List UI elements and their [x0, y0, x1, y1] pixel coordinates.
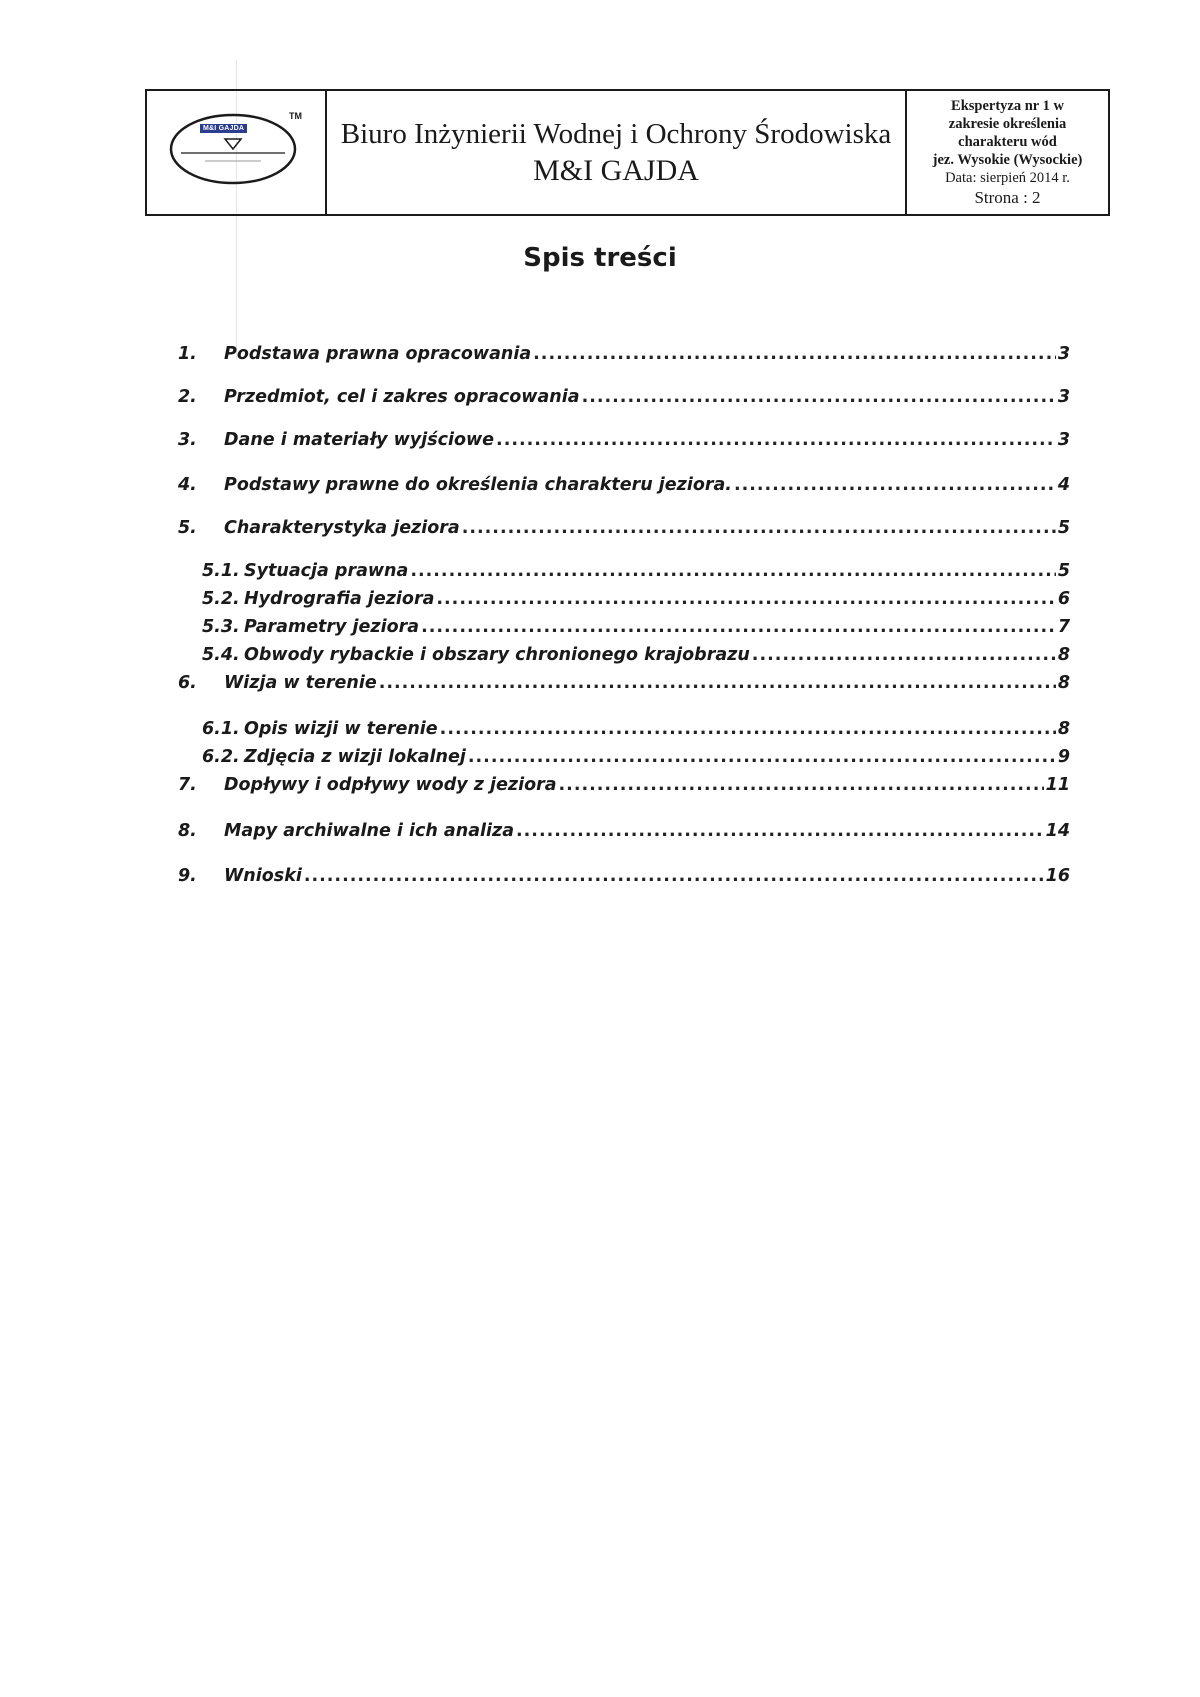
- toc-entry-3: [178, 430, 1070, 450]
- toc-heading: Spis treści: [523, 243, 677, 273]
- document-date: Data: sierpień 2014 r.: [945, 169, 1070, 186]
- toc-leader-dots: [516, 821, 1044, 841]
- toc-leader-dots: [559, 775, 1044, 795]
- toc-entry-5-4: [202, 645, 1070, 665]
- toc-entry-number: 5.2.: [202, 589, 240, 609]
- toc-entry-page: 14: [1045, 821, 1070, 841]
- toc-entry-6-1: [202, 719, 1070, 739]
- toc-entry-title: Opis wizji w terenie: [244, 719, 438, 739]
- toc-entry-7: [178, 775, 1070, 795]
- toc-entry-5-2: [202, 589, 1070, 609]
- toc-entry-number: 3.: [178, 430, 197, 450]
- toc-entry-page: 8: [1057, 719, 1070, 739]
- toc-entry-number: 5.3.: [202, 617, 240, 637]
- toc-entry-page: 3: [1057, 387, 1070, 407]
- toc-entry-number: 6.: [178, 673, 197, 693]
- toc-leader-dots: [421, 617, 1056, 637]
- expertise-number: Ekspertyza nr 1 w: [951, 97, 1064, 114]
- toc-leader-dots: [752, 645, 1056, 665]
- toc-entry-page: 3: [1057, 430, 1070, 450]
- toc-entry-number: 6.1.: [202, 719, 240, 739]
- toc-entry-page: 7: [1057, 617, 1070, 637]
- toc-leader-dots: [462, 518, 1056, 538]
- toc-entry-page: 9: [1057, 747, 1070, 767]
- toc-entry-8: [178, 821, 1070, 841]
- toc-entry-page: 5: [1057, 561, 1070, 581]
- toc-entry-title: Obwody rybackie i obszary chronionego krajobrazu: [244, 645, 750, 665]
- toc-entry-6: [178, 673, 1070, 693]
- toc-entry-5-1: [202, 561, 1070, 581]
- toc-leader-dots: [436, 589, 1055, 609]
- toc-leader-dots: [496, 430, 1056, 450]
- toc-entry-5: [178, 518, 1070, 538]
- toc-entry-page: 5: [1057, 518, 1070, 538]
- toc-entry-2: [178, 387, 1070, 407]
- toc-entry-title: Przedmiot, cel i zakres opracowania: [224, 387, 580, 407]
- toc-entry-number: 6.2.: [202, 747, 240, 767]
- toc-entry-1: [178, 344, 1070, 364]
- toc-entry-title: Parametry jeziora: [244, 617, 420, 637]
- toc-entry-page: 11: [1045, 775, 1070, 795]
- toc-entry-number: 5.1.: [202, 561, 240, 581]
- toc-entry-title: Zdjęcia z wizji lokalnej: [244, 747, 466, 767]
- toc-entry-page: 16: [1045, 866, 1070, 886]
- toc-leader-dots: [533, 344, 1056, 364]
- trademark-mark: TM: [289, 111, 302, 121]
- company-brand: M&I GAJDA: [533, 153, 699, 187]
- toc-entry-title: Mapy archiwalne i ich analiza: [224, 821, 514, 841]
- toc-entry-number: 2.: [178, 387, 197, 407]
- company-title-cell: [327, 91, 907, 214]
- expertise-subject: charakteru wód: [958, 133, 1057, 150]
- toc-entry-page: 8: [1057, 673, 1070, 693]
- toc-leader-dots: [734, 475, 1056, 495]
- toc-entry-number: 8.: [178, 821, 197, 841]
- toc-entry-page: 3: [1057, 344, 1070, 364]
- toc-entry-title: Sytuacja prawna: [244, 561, 409, 581]
- expertise-scope: zakresie określenia: [948, 115, 1067, 132]
- toc-leader-dots: [468, 747, 1056, 767]
- toc-entry-number: 5.: [178, 518, 197, 538]
- logo-cell: [147, 91, 327, 214]
- toc-entry-number: 4.: [178, 475, 197, 495]
- toc-entry-title: Charakterystyka jeziora: [224, 518, 460, 538]
- toc-entry-title: Podstawy prawne do określenia charakteru jeziora.: [224, 475, 732, 495]
- toc-entry-number: 9.: [178, 866, 197, 886]
- page-number: Strona : 2: [974, 187, 1041, 207]
- toc-entry-6-2: [202, 747, 1070, 767]
- toc-entry-title: Podstawa prawna opracowania: [224, 344, 532, 364]
- lake-name: jez. Wysokie (Wysockie): [932, 151, 1083, 168]
- logo-label: M&I GAJDA: [200, 124, 247, 133]
- toc-leader-dots: [410, 561, 1055, 581]
- toc-entry-5-3: [202, 617, 1070, 637]
- document-header: [145, 89, 1110, 216]
- toc-entry-title: Hydrografia jeziora: [244, 589, 435, 609]
- document-info-cell: [907, 91, 1108, 214]
- toc-entry-page: 6: [1057, 589, 1070, 609]
- toc-entry-number: 7.: [178, 775, 197, 795]
- toc-leader-dots: [582, 387, 1056, 407]
- toc-entry-4: [178, 475, 1070, 495]
- toc-entry-number: 1.: [178, 344, 197, 364]
- toc-leader-dots: [304, 866, 1044, 886]
- toc-entry-9: [178, 866, 1070, 886]
- toc-entry-title: Dopływy i odpływy wody z jeziora: [224, 775, 557, 795]
- toc-entry-title: Wnioski: [224, 866, 302, 886]
- toc-entry-number: 5.4.: [202, 645, 240, 665]
- toc-entry-page: 8: [1057, 645, 1070, 665]
- toc-leader-dots: [440, 719, 1056, 739]
- toc-entry-title: Wizja w terenie: [224, 673, 377, 693]
- toc-leader-dots: [379, 673, 1056, 693]
- toc-entry-page: 4: [1057, 475, 1070, 495]
- company-name: Biuro Inżynierii Wodnej i Ochrony Środowiska: [340, 117, 892, 150]
- company-logo-icon: [165, 109, 305, 189]
- toc-entry-title: Dane i materiały wyjściowe: [224, 430, 495, 450]
